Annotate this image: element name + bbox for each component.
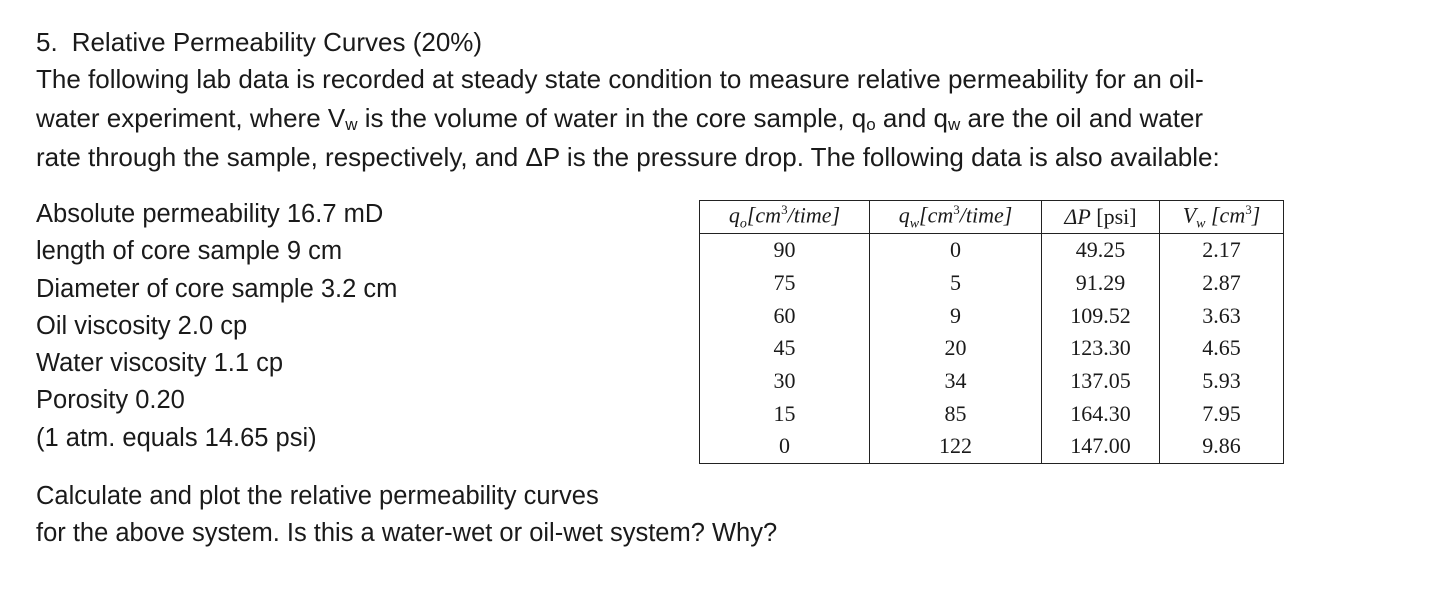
header-symbol: q [898,201,910,227]
given-item: (1 atm. equals 14.65 psi) [36,423,317,452]
cell-qo: 30 [700,365,870,398]
question-line-1: Calculate and plot the relative permeability curves [36,482,599,510]
given-item: length of core sample 9 cm [36,237,343,266]
intro-text: water experiment, where V [36,103,346,133]
intro-text: and q [875,103,948,133]
cell-qo: 60 [700,299,870,332]
cell-vw: 5.93 [1160,365,1284,398]
problem-intro [36,60,1220,177]
cell-qw: 85 [870,397,1042,430]
header-sub: w [1196,216,1206,232]
intro-text: are the oil and water [960,103,1204,133]
table-row [700,234,1284,267]
cell-qo: 45 [700,332,870,365]
cell-vw: 9.86 [1160,430,1284,463]
cell-qw: 20 [870,332,1042,365]
header-symbol: ΔP [1064,204,1091,229]
cell-qw: 0 [870,234,1042,267]
intro-line-1: The following lab data is recorded at steady state condition to measure relative permeability for an oil- [36,64,1204,94]
cell-qo: 15 [700,397,870,430]
table-row [700,267,1284,300]
cell-dp: 109.52 [1042,299,1160,332]
header-unit: [cm [1205,201,1246,227]
cell-dp: 164.30 [1042,397,1160,430]
header-sup: 3 [1245,201,1252,217]
cell-dp: 91.29 [1042,267,1160,300]
table-row [700,430,1284,463]
header-sub: o [739,216,747,232]
problem-number: 5. [36,27,58,57]
header-unit: [cm [919,201,954,227]
header-unit: /time] [787,201,841,227]
subscript: w [345,115,358,134]
cell-dp: 147.00 [1042,430,1160,463]
table-row [700,397,1284,430]
cell-qw: 122 [870,430,1042,463]
table-header-row [700,201,1284,234]
cell-vw: 7.95 [1160,397,1284,430]
cell-qo: 90 [700,234,870,267]
subscript: w [948,115,961,134]
cell-vw: 4.65 [1160,332,1284,365]
intro-text: is the volume of water in the core sample, q [357,103,867,133]
cell-vw: 2.87 [1160,267,1284,300]
table-row [700,299,1284,332]
header-symbol: V [1182,201,1197,227]
header-unit: ] [1251,201,1261,227]
given-item: Diameter of core sample 3.2 cm [36,274,398,303]
header-symbol: q [728,201,740,227]
cell-qw: 9 [870,299,1042,332]
problem-title: Relative Permeability Curves (20%) [71,27,483,57]
header-qo [700,201,870,234]
lab-data-table [699,200,1284,464]
cell-vw: 3.63 [1160,299,1284,332]
table-row [700,332,1284,365]
cell-dp: 123.30 [1042,332,1160,365]
cell-qw: 34 [870,365,1042,398]
header-sup: 3 [781,201,788,217]
intro-line-2 [36,99,1220,138]
given-item: Porosity 0.20 [36,386,185,415]
question-text [36,478,777,552]
header-unit: [psi] [1090,204,1137,229]
cell-vw: 2.17 [1160,234,1284,267]
header-dp [1042,201,1160,234]
cell-qw: 5 [870,267,1042,300]
header-qw [870,201,1042,234]
given-item: Absolute permeability 16.7 mD [36,200,384,228]
table-row [700,365,1284,398]
cell-dp: 49.25 [1042,234,1160,267]
header-sub: w [909,216,920,232]
header-vw [1160,201,1284,234]
given-data-list [36,196,397,457]
cell-dp: 137.05 [1042,365,1160,398]
problem-heading [36,24,482,60]
given-item: Oil viscosity 2.0 cp [36,311,248,340]
header-unit: [cm [746,201,782,227]
intro-line-3: rate through the sample, respectively, and ΔP is the pressure drop. The following data is also available: [36,142,1220,172]
cell-qo: 0 [700,430,870,463]
subscript: o [866,115,876,134]
header-unit: /time] [959,201,1013,227]
cell-qo: 75 [700,267,870,300]
question-line-2: for the above system. Is this a water-wet or oil-wet system? Why? [36,519,778,547]
header-sup: 3 [953,201,960,217]
given-item: Water viscosity 1.1 cp [36,349,284,378]
